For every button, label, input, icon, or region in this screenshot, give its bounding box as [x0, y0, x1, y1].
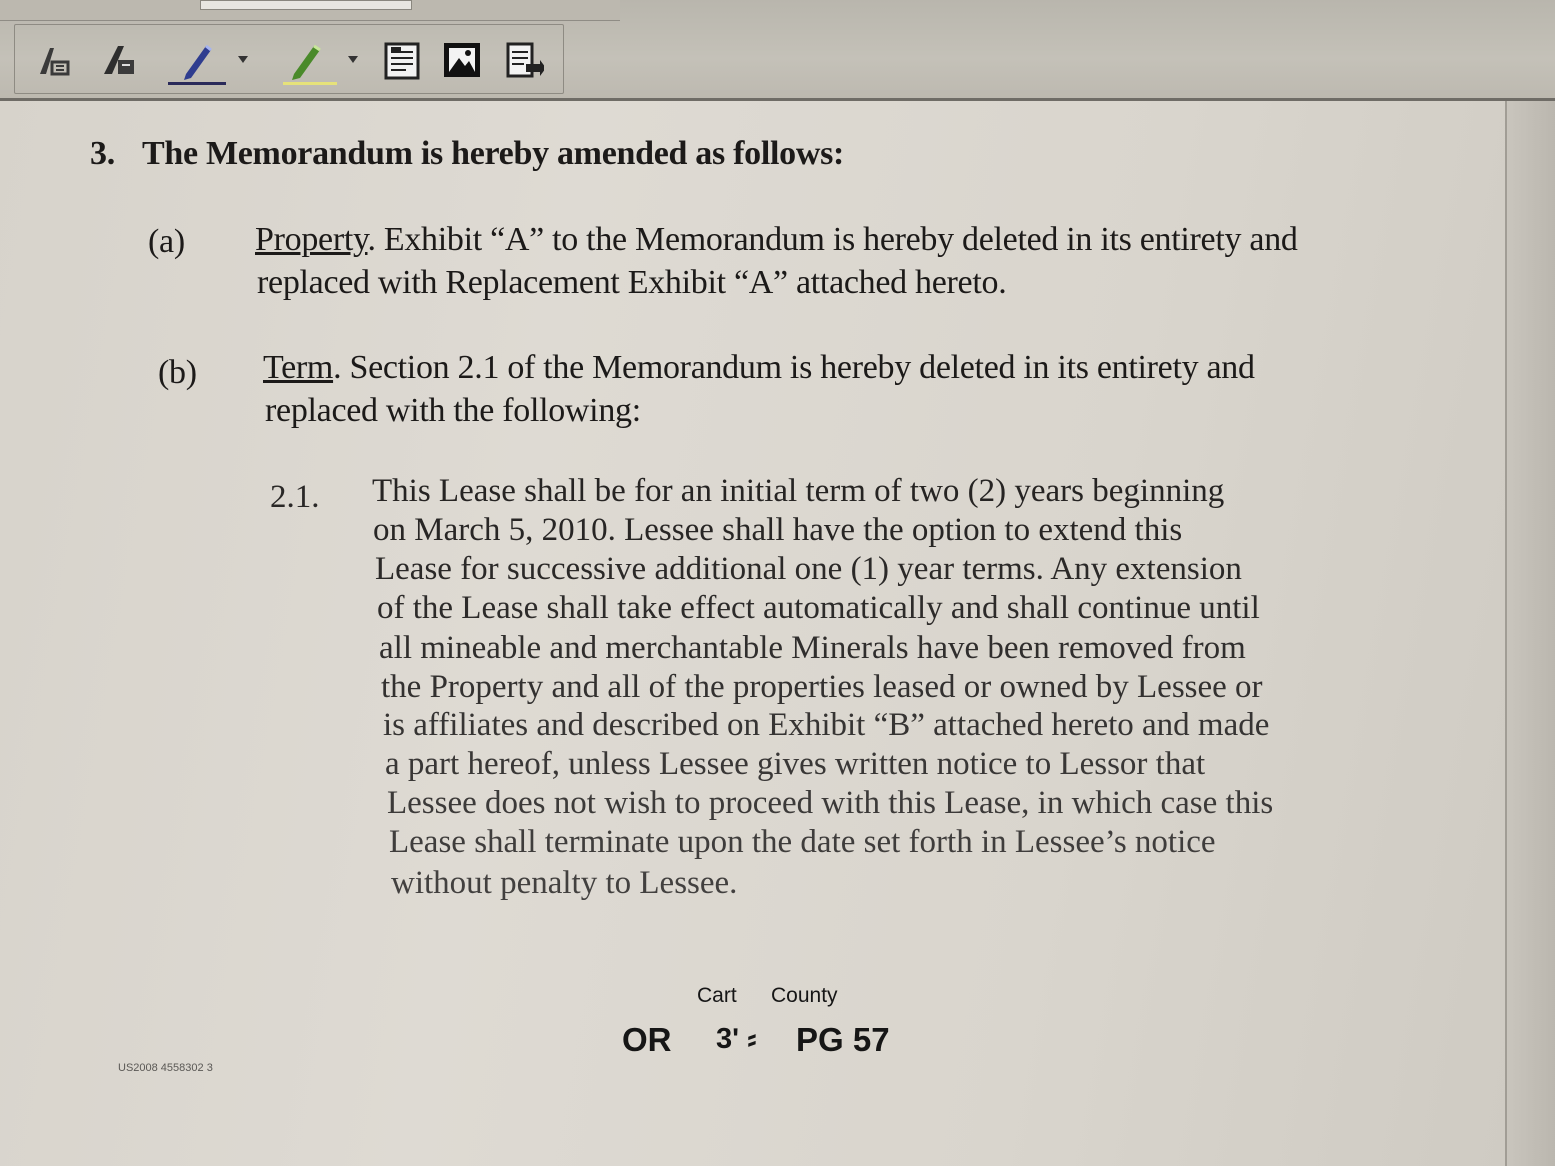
clause-line: a part hereof, unless Lessee gives written notice to Lessor that: [385, 746, 1206, 782]
stamp-county-b: County: [771, 984, 838, 1007]
stamp-book-number: 3ʹ ⸗: [716, 1023, 757, 1055]
item-a-heading: Property: [255, 221, 368, 258]
item-b-line2: replaced with the following:: [265, 392, 641, 429]
highlighter-dropdown-icon[interactable]: [347, 52, 359, 64]
clause-line: on March 5, 2010. Lessee shall have the option to extend this: [373, 512, 1183, 548]
item-a-line1-text: . Exhibit “A” to the Memorandum is hereby deleted in its entirety and: [367, 221, 1298, 258]
annotation-toolbar: [0, 0, 1555, 101]
item-a-line1: [255, 221, 1298, 259]
toolbar-top-strip: [0, 0, 620, 21]
clause-line: Lease shall terminate upon the date set forth in Lessee’s notice: [389, 824, 1216, 860]
pen-dropdown-icon[interactable]: [237, 52, 249, 64]
section-heading: The Memorandum is hereby amended as follows:: [142, 135, 845, 172]
clause-number: 2.1.: [270, 479, 320, 515]
clause-line: without penalty to Lessee.: [391, 865, 738, 901]
stamp-book-label: OR: [622, 1021, 672, 1058]
pen-color-bar: [168, 82, 226, 85]
item-b-line1: [263, 349, 1255, 387]
clause-line: Lease for successive additional one (1) year terms. Any extension: [375, 551, 1242, 587]
clause-line: all mineable and merchantable Minerals have been removed from: [379, 630, 1246, 666]
highlighter-color-bar: [283, 82, 337, 85]
window-right-edge: [1505, 101, 1555, 1166]
pen-icon[interactable]: [176, 38, 216, 82]
text-select-icon[interactable]: [34, 38, 74, 82]
clause-line: This Lease shall be for an initial term of two (2) years beginning: [372, 473, 1225, 509]
item-a-label: (a): [148, 223, 185, 260]
clause-line: is affiliates and described on Exhibit “B” attached hereto and made: [383, 707, 1270, 743]
clause-line: of the Lease shall take effect automatically and shall continue until: [377, 590, 1260, 626]
stamp-page-label: PG 57: [796, 1021, 890, 1058]
clause-line: Lessee does not wish to proceed with this Lease, in which case this: [387, 785, 1274, 821]
item-a-line2: replaced with Replacement Exhibit “A” attached hereto.: [257, 264, 1007, 301]
stamp-county-a: Cart: [697, 984, 737, 1007]
item-b-line1-text: . Section 2.1 of the Memorandum is hereby deleted in its entirety and: [333, 349, 1255, 386]
text-select-alt-icon[interactable]: [100, 38, 140, 82]
highlighter-icon[interactable]: [286, 38, 326, 82]
item-b-label: (b): [158, 354, 197, 391]
note-icon[interactable]: [382, 38, 422, 82]
section-number: 3.: [90, 135, 115, 172]
document-id: US2008 4558302 3: [118, 1062, 213, 1074]
item-b-heading: Term: [263, 349, 334, 386]
document-page: [0, 101, 1505, 1166]
export-icon[interactable]: [504, 38, 544, 82]
clause-line: the Property and all of the properties leased or owned by Lessee or: [381, 669, 1263, 705]
image-icon[interactable]: [442, 38, 482, 82]
toolbar-field[interactable]: [200, 0, 412, 10]
